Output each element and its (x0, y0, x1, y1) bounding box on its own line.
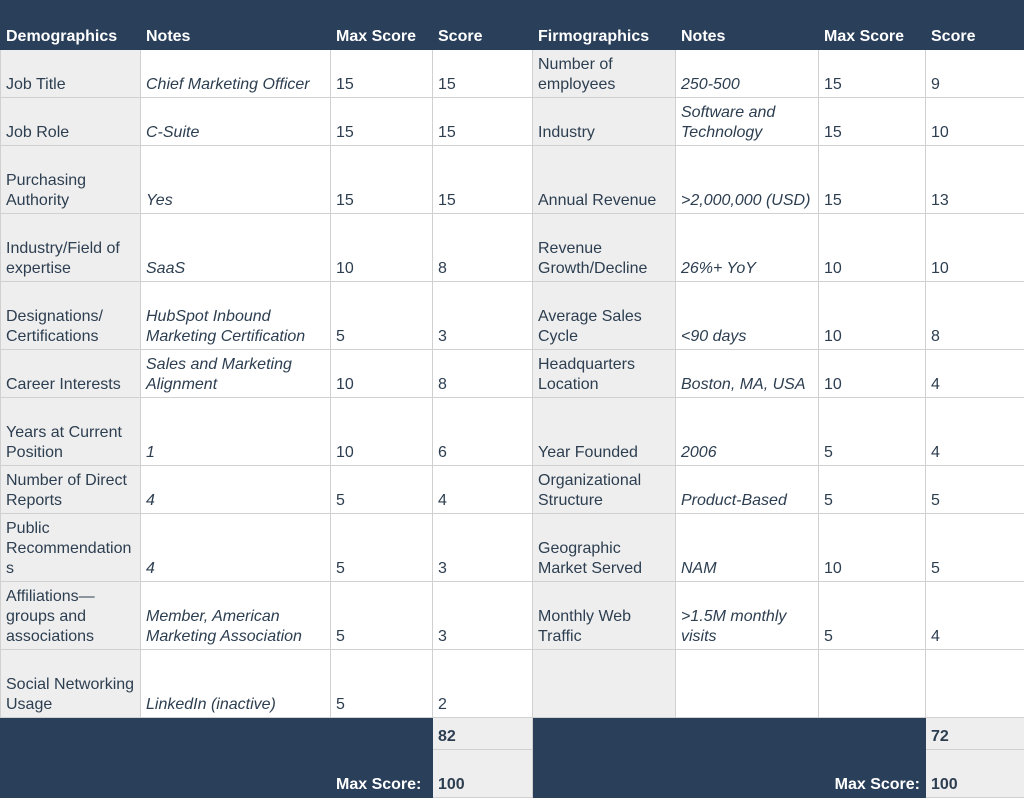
demographic-note: C-Suite (141, 98, 331, 146)
firmographic-max-score: 15 (819, 146, 926, 214)
demographic-score: 2 (433, 650, 533, 718)
firmographics-total-score: 72 (926, 718, 1024, 750)
table-row (1, 98, 1024, 146)
demographic-score: 15 (433, 50, 533, 98)
firmographic-score: 4 (926, 582, 1024, 650)
table-row (1, 582, 1024, 650)
demographic-max-score: 5 (331, 282, 433, 350)
demographics-total-score: 82 (433, 718, 533, 750)
demographic-score: 15 (433, 146, 533, 214)
table-row (1, 398, 1024, 466)
firmographic-max-score (819, 650, 926, 718)
firmographic-label: Organizational Structure (533, 466, 676, 514)
demographic-max-score: 15 (331, 98, 433, 146)
demographic-max-score: 15 (331, 50, 433, 98)
demographic-label: Public Recommendations (1, 514, 141, 582)
demographic-label: Purchasing Authority (1, 146, 141, 214)
firmographic-label: Revenue Growth/Decline (533, 214, 676, 282)
demographic-score: 3 (433, 582, 533, 650)
demographic-max-score: 5 (331, 650, 433, 718)
demographic-label: Job Title (1, 50, 141, 98)
header-firmographics: Firmographics (533, 1, 676, 50)
firmographic-max-score: 15 (819, 98, 926, 146)
demographic-note: 1 (141, 398, 331, 466)
demographic-label: Social Networking Usage (1, 650, 141, 718)
firmographic-score: 9 (926, 50, 1024, 98)
firmographic-score (926, 650, 1024, 718)
firmographic-note: >1.5M monthly visits (676, 582, 819, 650)
firmographic-note: 250-500 (676, 50, 819, 98)
firmographic-label: Geographic Market Served (533, 514, 676, 582)
demographic-max-score: 10 (331, 214, 433, 282)
firmographic-max-score: 5 (819, 582, 926, 650)
firmographic-note: Boston, MA, USA (676, 350, 819, 398)
firmographic-max-score: 5 (819, 466, 926, 514)
table-row (1, 146, 1024, 214)
demographic-max-score: 5 (331, 466, 433, 514)
header-notes-left: Notes (141, 1, 331, 50)
firmographic-max-score: 10 (819, 514, 926, 582)
firmographic-score: 4 (926, 350, 1024, 398)
demographic-label: Affiliations—groups and associations (1, 582, 141, 650)
header-demographics: Demographics (1, 1, 141, 50)
demographic-score: 8 (433, 214, 533, 282)
firmographic-max-score: 10 (819, 282, 926, 350)
demographic-note: HubSpot Inbound Marketing Certification (141, 282, 331, 350)
demographic-note: Sales and Marketing Alignment (141, 350, 331, 398)
table-row (1, 282, 1024, 350)
table-row (1, 350, 1024, 398)
firmographic-label: Year Founded (533, 398, 676, 466)
table-row (1, 650, 1024, 718)
header-score-right: Score (926, 1, 1024, 50)
firmographic-label: Industry (533, 98, 676, 146)
firmographic-label: Monthly Web Traffic (533, 582, 676, 650)
totals-row (1, 718, 1024, 750)
header-row (1, 1, 1024, 50)
demographic-score: 8 (433, 350, 533, 398)
demographic-label: Career Interests (1, 350, 141, 398)
firmographic-max-score: 10 (819, 350, 926, 398)
demographic-max-score: 10 (331, 350, 433, 398)
table-row (1, 466, 1024, 514)
firmographic-note (676, 650, 819, 718)
firmographic-note: >2,000,000 (USD) (676, 146, 819, 214)
demographic-label: Number of Direct Reports (1, 466, 141, 514)
firmographic-label: Headquarters Location (533, 350, 676, 398)
demographic-label: Job Role (1, 98, 141, 146)
header-max-score-left: Max Score (331, 1, 433, 50)
firmographic-score: 8 (926, 282, 1024, 350)
firmographic-max-score: 10 (819, 214, 926, 282)
firmographic-note: Product-Based (676, 466, 819, 514)
demographic-max-score: 5 (331, 514, 433, 582)
firmographic-note: Software and Technology (676, 98, 819, 146)
firmographic-note: 2006 (676, 398, 819, 466)
header-max-score-right: Max Score (819, 1, 926, 50)
demographic-score: 3 (433, 282, 533, 350)
demographic-note: Yes (141, 146, 331, 214)
demographic-note: SaaS (141, 214, 331, 282)
firmographic-label: Number of employees (533, 50, 676, 98)
table-row (1, 50, 1024, 98)
firmographic-score: 10 (926, 98, 1024, 146)
table-row (1, 514, 1024, 582)
firmographic-note: NAM (676, 514, 819, 582)
demographic-max-score: 15 (331, 146, 433, 214)
demographic-note: 4 (141, 466, 331, 514)
demographic-label: Years at Current Position (1, 398, 141, 466)
demographic-note: LinkedIn (inactive) (141, 650, 331, 718)
demographic-score: 3 (433, 514, 533, 582)
demographic-label: Industry/Field of expertise (1, 214, 141, 282)
firmographic-note: 26%+ YoY (676, 214, 819, 282)
demographic-score: 15 (433, 98, 533, 146)
demographic-score: 6 (433, 398, 533, 466)
demographic-max-score: 10 (331, 398, 433, 466)
firmographic-score: 5 (926, 514, 1024, 582)
demographics-max-score: 100 (433, 750, 533, 798)
firmographic-score: 4 (926, 398, 1024, 466)
demographic-note: Member, American Marketing Association (141, 582, 331, 650)
firmographic-note: <90 days (676, 282, 819, 350)
firmographic-max-score: 5 (819, 398, 926, 466)
demographic-max-score: 5 (331, 582, 433, 650)
demographic-note: Chief Marketing Officer (141, 50, 331, 98)
max-score-label-left: Max Score: (331, 750, 433, 798)
demographic-label: Designations/ Certifications (1, 282, 141, 350)
firmographic-score: 10 (926, 214, 1024, 282)
max-score-label-right: Max Score: (819, 750, 926, 798)
header-notes-right: Notes (676, 1, 819, 50)
firmographics-max-score: 100 (926, 750, 1024, 798)
firmographic-score: 13 (926, 146, 1024, 214)
demographic-score: 4 (433, 466, 533, 514)
table-row (1, 214, 1024, 282)
max-score-row (1, 750, 1024, 798)
firmographic-label (533, 650, 676, 718)
header-score-left: Score (433, 1, 533, 50)
firmographic-label: Annual Revenue (533, 146, 676, 214)
firmographic-max-score: 15 (819, 50, 926, 98)
demographic-note: 4 (141, 514, 331, 582)
firmographic-score: 5 (926, 466, 1024, 514)
firmographic-label: Average Sales Cycle (533, 282, 676, 350)
